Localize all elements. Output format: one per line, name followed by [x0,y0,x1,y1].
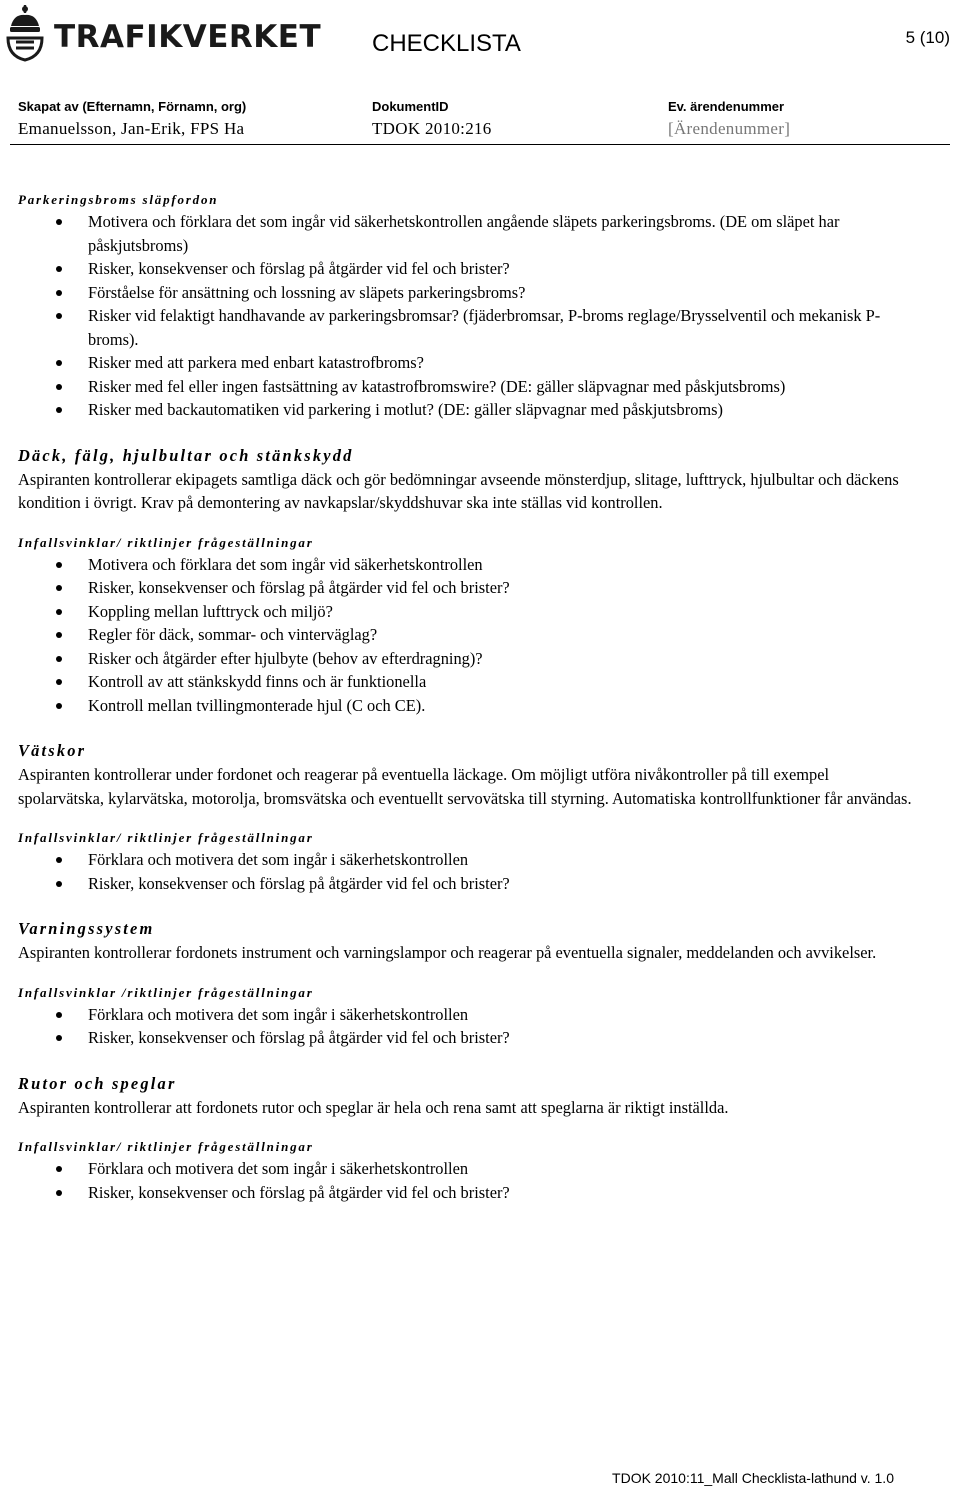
section-heading-tyres: Däck, fälg, hjulbultar och stänkskydd [18,445,354,465]
header-divider [10,144,950,145]
case-number-field [668,98,790,142]
list-item: Kontroll av att stänkskydd finns och är funktionella [18,670,918,694]
section-heading-warning-system: Varningssystem [18,919,155,938]
list-item: Risker, konsekvenser och förslag på åtgärder vid fel och brister? [18,1181,918,1205]
section-body-warning-system: Aspiranten kontrollerar fordonets instrument och varningslampor och reagerar på eventuella signaler, meddelanden och avvikelser. [18,943,877,962]
list-item: Förklara och motivera det som ingår i säkerhetskontrollen [18,848,918,872]
list-item: Risker med backautomatiken vid parkering i motlut? (DE: gäller släpvagnar med påskjutsbroms) [18,398,918,422]
subheading-fluids: Infallsvinklar/ riktlinjer frågeställningar [18,830,314,845]
subheading-windows-mirrors: Infallsvinklar/ riktlinjer frågeställningar [18,1139,314,1154]
page-number: 5 (10) [905,28,950,47]
document-id-field [372,98,492,142]
list-item: Risker och åtgärder efter hjulbyte (behov av efterdragning)? [18,647,918,671]
created-by-value: Emanuelsson, Jan-Erik, FPS Ha [18,119,245,138]
section-heading-parking-brake: Parkeringsbroms släpfordon [18,192,219,207]
tyres-list [18,553,918,718]
fluids-list [18,848,918,895]
case-number-value: [Ärendenummer] [668,119,791,138]
list-item: Risker, konsekvenser och förslag på åtgärder vid fel och brister? [18,257,918,281]
created-by-label: Skapat av (Efternamn, Förnamn, org) [18,99,247,114]
list-item: Risker vid felaktigt handhavande av parkeringsbromsar? (fjäderbromsar, P-broms reglage/Brysselventil och mekanisk P-broms). [18,304,918,351]
document-body [18,190,918,1204]
document-id-label: DokumentID [372,99,449,114]
trafikverket-logo [4,4,321,62]
section-body-tyres: Aspiranten kontrollerar ekipagets samtliga däck och gör bedömningar avseende mönsterdjup, slitage, lufttryck, hjulbultar och däckens kondition i övrigt. Krav på demontering av navkapslar/skyddshuvar ska inte ställas vid kontrollen. [18,469,899,512]
list-item: Regler för däck, sommar- och vinterväglag? [18,623,918,647]
section-body-fluids: Aspiranten kontrollerar under fordonet och reagerar på eventuella läckage. Om möjligt utföra nivåkontroller på till exempel spolarvätska, kylarvätska, motorolja, bromsvätska och eventuellt servovätska till styrning. Automatiska kontrollfunktioner får användas. [18,765,912,808]
page-header [0,0,960,138]
crown-icon [4,4,46,62]
document-id-value: TDOK 2010:216 [372,119,492,138]
subheading-warning-system: Infallsvinklar /riktlinjer frågeställningar [18,984,314,1000]
list-item: Risker, konsekvenser och förslag på åtgärder vid fel och brister? [18,1026,918,1050]
list-item: Motivera och förklara det som ingår vid säkerhetskontrollen angående släpets parkeringsbroms. (DE om släpet har påskjutsbroms) [18,210,918,257]
created-by-field [18,98,246,142]
list-item: Risker, konsekvenser och förslag på åtgärder vid fel och brister? [18,872,918,896]
document-title: CHECKLISTA [372,30,521,57]
list-item: Kontroll mellan tvillingmonterade hjul (C och CE). [18,694,918,718]
logo-wordmark: TRAFIKVERKET [54,19,322,55]
parking-brake-list [18,210,918,422]
list-item: Förståelse för ansättning och lossning av släpets parkeringsbroms? [18,281,918,305]
windows-mirrors-list [18,1157,918,1204]
section-body-windows-mirrors: Aspiranten kontrollerar att fordonets rutor och speglar är hela och rena samt att speglarna är riktigt inställda. [18,1097,729,1117]
case-number-label: Ev. ärendenummer [668,99,785,114]
section-heading-windows-mirrors: Rutor och speglar [18,1073,177,1093]
subheading-tyres: Infallsvinklar/ riktlinjer frågeställningar [18,534,314,550]
section-heading-fluids: Vätskor [18,741,87,760]
list-item: Risker, konsekvenser och förslag på åtgärder vid fel och brister? [18,576,918,600]
list-item: Förklara och motivera det som ingår i säkerhetskontrollen [18,1157,918,1181]
list-item: Koppling mellan lufttryck och miljö? [18,600,918,624]
list-item: Motivera och förklara det som ingår vid säkerhetskontrollen [18,553,918,577]
warning-system-list [18,1003,918,1050]
list-item: Förklara och motivera det som ingår i säkerhetskontrollen [18,1003,918,1027]
page-footer: TDOK 2010:11_Mall Checklista-lathund v. 1.0 [612,1470,894,1486]
list-item: Risker med att parkera med enbart katastrofbroms? [18,351,918,375]
list-item: Risker med fel eller ingen fastsättning av katastrofbromswire? (DE: gäller släpvagnar med påskjutsbroms) [18,375,918,399]
